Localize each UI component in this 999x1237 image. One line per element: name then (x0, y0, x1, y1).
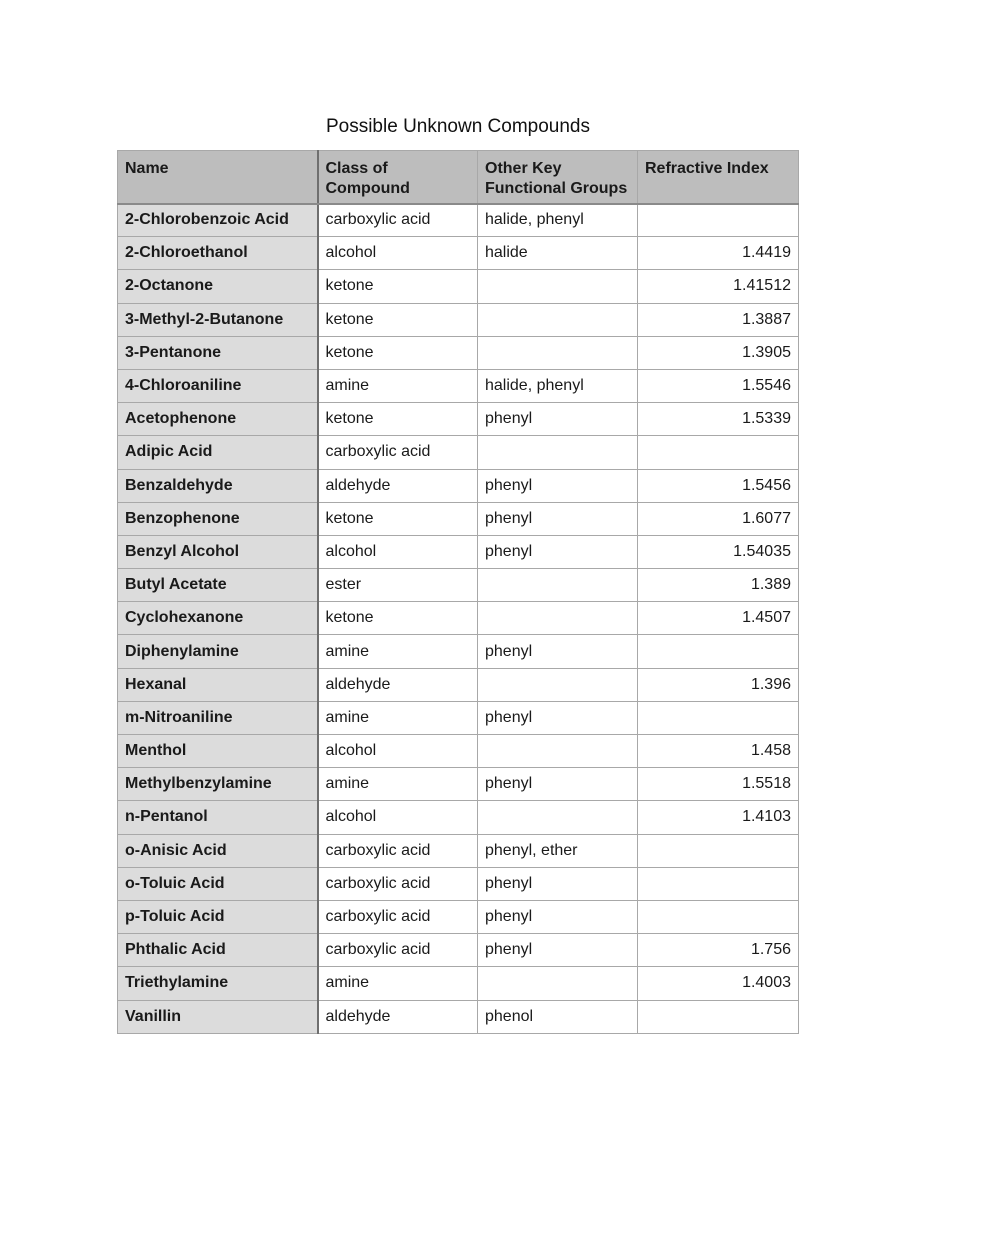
cell-functional-groups: phenyl (478, 635, 638, 668)
cell-name: Benzophenone (118, 502, 318, 535)
cell-class: ketone (318, 270, 478, 303)
header-refractive-index: Refractive Index (638, 151, 799, 204)
cell-refractive-index: 1.4507 (638, 602, 799, 635)
cell-name: n-Pentanol (118, 801, 318, 834)
cell-class: carboxylic acid (318, 867, 478, 900)
cell-refractive-index (638, 436, 799, 469)
cell-class: amine (318, 635, 478, 668)
table-row (118, 270, 799, 303)
cell-functional-groups: phenyl (478, 469, 638, 502)
cell-refractive-index: 1.389 (638, 569, 799, 602)
cell-class: carboxylic acid (318, 436, 478, 469)
cell-refractive-index: 1.5339 (638, 403, 799, 436)
table-row (118, 635, 799, 668)
cell-functional-groups (478, 436, 638, 469)
cell-class: carboxylic acid (318, 204, 478, 237)
cell-name: Benzaldehyde (118, 469, 318, 502)
cell-name: Menthol (118, 735, 318, 768)
header-functional-groups: Other Key Functional Groups (478, 151, 638, 204)
cell-functional-groups (478, 602, 638, 635)
cell-functional-groups: halide, phenyl (478, 369, 638, 402)
cell-name: Diphenylamine (118, 635, 318, 668)
cell-functional-groups (478, 270, 638, 303)
cell-functional-groups: halide, phenyl (478, 204, 638, 237)
table-row (118, 535, 799, 568)
table-row (118, 801, 799, 834)
cell-class: ketone (318, 602, 478, 635)
table-row (118, 336, 799, 369)
cell-name: 2-Chloroethanol (118, 237, 318, 270)
cell-functional-groups: phenyl (478, 934, 638, 967)
cell-functional-groups (478, 668, 638, 701)
cell-refractive-index: 1.3887 (638, 303, 799, 336)
cell-class: ketone (318, 403, 478, 436)
cell-functional-groups: halide (478, 237, 638, 270)
cell-class: amine (318, 701, 478, 734)
cell-class: amine (318, 967, 478, 1000)
table-row (118, 303, 799, 336)
table-row (118, 569, 799, 602)
cell-functional-groups: phenyl (478, 867, 638, 900)
table-row (118, 369, 799, 402)
cell-name: 2-Octanone (118, 270, 318, 303)
cell-name: m-Nitroaniline (118, 701, 318, 734)
cell-name: Acetophenone (118, 403, 318, 436)
table-row (118, 403, 799, 436)
cell-functional-groups (478, 303, 638, 336)
cell-functional-groups: phenyl (478, 900, 638, 933)
cell-functional-groups: phenol (478, 1000, 638, 1033)
cell-functional-groups: phenyl (478, 701, 638, 734)
cell-class: ester (318, 569, 478, 602)
cell-name: Methylbenzylamine (118, 768, 318, 801)
cell-class: aldehyde (318, 469, 478, 502)
table-row (118, 436, 799, 469)
cell-name: 2-Chlorobenzoic Acid (118, 204, 318, 237)
cell-name: 4-Chloroaniline (118, 369, 318, 402)
table-row (118, 834, 799, 867)
cell-name: Cyclohexanone (118, 602, 318, 635)
cell-class: amine (318, 369, 478, 402)
cell-name: Benzyl Alcohol (118, 535, 318, 568)
cell-refractive-index: 1.5518 (638, 768, 799, 801)
cell-functional-groups (478, 801, 638, 834)
cell-refractive-index: 1.458 (638, 735, 799, 768)
page-title: Possible Unknown Compounds (325, 116, 591, 137)
cell-refractive-index: 1.54035 (638, 535, 799, 568)
cell-name: Phthalic Acid (118, 934, 318, 967)
cell-name: o-Anisic Acid (118, 834, 318, 867)
cell-refractive-index: 1.5456 (638, 469, 799, 502)
cell-refractive-index (638, 900, 799, 933)
cell-refractive-index (638, 867, 799, 900)
cell-name: Vanillin (118, 1000, 318, 1033)
table-row (118, 502, 799, 535)
cell-class: alcohol (318, 801, 478, 834)
table-row (118, 668, 799, 701)
cell-class: aldehyde (318, 1000, 478, 1033)
cell-class: ketone (318, 303, 478, 336)
table-row (118, 204, 799, 237)
cell-name: 3-Pentanone (118, 336, 318, 369)
cell-class: aldehyde (318, 668, 478, 701)
cell-class: carboxylic acid (318, 934, 478, 967)
cell-functional-groups: phenyl (478, 768, 638, 801)
cell-class: ketone (318, 336, 478, 369)
table-row (118, 967, 799, 1000)
cell-name: o-Toluic Acid (118, 867, 318, 900)
cell-refractive-index (638, 701, 799, 734)
cell-name: 3-Methyl-2-Butanone (118, 303, 318, 336)
table-row (118, 701, 799, 734)
cell-refractive-index: 1.4103 (638, 801, 799, 834)
cell-refractive-index: 1.5546 (638, 369, 799, 402)
cell-refractive-index: 1.396 (638, 668, 799, 701)
cell-functional-groups (478, 569, 638, 602)
cell-name: Butyl Acetate (118, 569, 318, 602)
table-row (118, 867, 799, 900)
cell-functional-groups: phenyl (478, 535, 638, 568)
cell-class: ketone (318, 502, 478, 535)
header-class: Class of Compound (318, 151, 478, 204)
cell-class: amine (318, 768, 478, 801)
header-name: Name (118, 151, 318, 204)
cell-name: Triethylamine (118, 967, 318, 1000)
table-row (118, 1000, 799, 1033)
table-row (118, 237, 799, 270)
cell-refractive-index: 1.4419 (638, 237, 799, 270)
cell-refractive-index: 1.6077 (638, 502, 799, 535)
cell-refractive-index: 1.756 (638, 934, 799, 967)
table-row (118, 768, 799, 801)
cell-functional-groups: phenyl (478, 502, 638, 535)
table-row (118, 469, 799, 502)
table-row (118, 602, 799, 635)
cell-functional-groups (478, 735, 638, 768)
cell-refractive-index: 1.3905 (638, 336, 799, 369)
cell-functional-groups (478, 967, 638, 1000)
cell-class: alcohol (318, 735, 478, 768)
cell-name: Adipic Acid (118, 436, 318, 469)
cell-refractive-index: 1.4003 (638, 967, 799, 1000)
table-body (118, 204, 799, 1034)
cell-functional-groups (478, 336, 638, 369)
table-row (118, 735, 799, 768)
cell-functional-groups: phenyl, ether (478, 834, 638, 867)
cell-refractive-index (638, 204, 799, 237)
cell-class: carboxylic acid (318, 834, 478, 867)
cell-refractive-index: 1.41512 (638, 270, 799, 303)
cell-class: carboxylic acid (318, 900, 478, 933)
cell-name: p-Toluic Acid (118, 900, 318, 933)
cell-refractive-index (638, 1000, 799, 1033)
cell-name: Hexanal (118, 668, 318, 701)
cell-refractive-index (638, 834, 799, 867)
table-row (118, 900, 799, 933)
table-header-row (118, 151, 799, 204)
cell-functional-groups: phenyl (478, 403, 638, 436)
table-row (118, 934, 799, 967)
compounds-table (117, 150, 799, 1034)
cell-refractive-index (638, 635, 799, 668)
cell-class: alcohol (318, 535, 478, 568)
cell-class: alcohol (318, 237, 478, 270)
